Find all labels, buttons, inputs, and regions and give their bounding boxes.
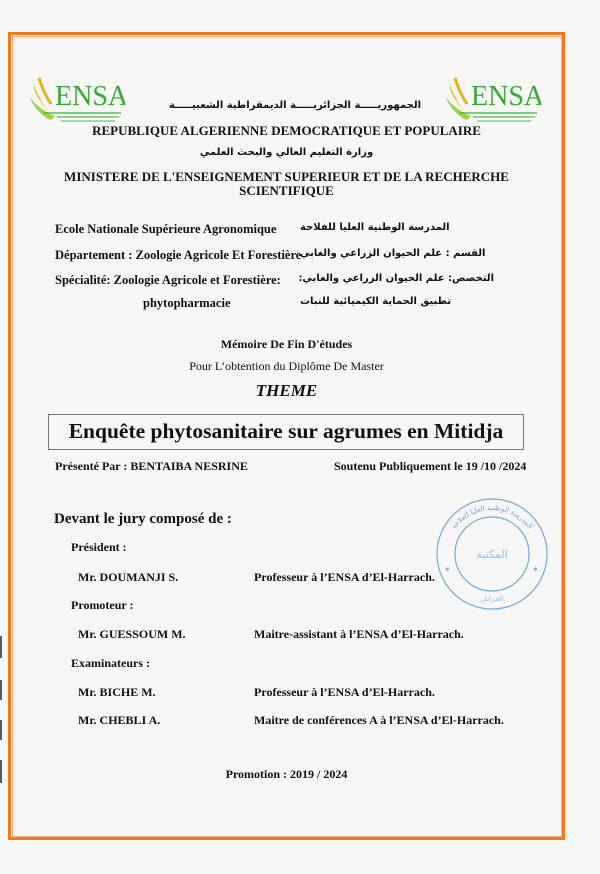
jury-member-title: Professeur à l’ENSA d’El-Harrach. [254,570,435,584]
republic-french: REPUBLIQUE ALGERIENNE DEMOCRATIQUE ET POPULAIRE [92,123,481,138]
jury-member-title: Maitre-assistant à l’ENSA d’El-Harrach. [254,627,464,641]
school-arabic: المدرسة الوطنية العليا للفلاحة [300,222,450,233]
svg-text:المكتبة: المكتبة [476,548,508,561]
thesis-title: Enquête phytosanitaire sur agrumes en Mitidja [48,414,524,450]
svg-text:المدرسة الوطنية العليا للفلاحة: المدرسة الوطنية العليا للفلاحة [449,503,535,531]
scan-artifact [0,680,2,700]
theme-label: THEME [255,381,318,400]
jury-member-name: Mr. GUESSOUM M. [78,627,186,641]
svg-text:الحراش: الحراش [480,595,504,603]
jury-member-title: Maitre de conférences A à l’ENSA d’El-Harrach. [254,713,504,727]
scan-artifact [0,636,2,658]
jury-member-title: Professeur à l’ENSA d’El-Harrach. [254,685,435,699]
school-french: Ecole Nationale Supérieure Agronomique [55,222,277,236]
defense-date: Soutenu Publiquement le 19 /10 /2024 [334,459,527,473]
thesis-purpose: Pour L’obtention du Diplôme De Master [189,359,384,373]
jury-member-name: Mr. CHEBLI A. [78,713,161,727]
promotion: Promotion : 2019 / 2024 [225,767,348,781]
specialty-arabic-line1: التخصص: علم الحيوان الزراعي والغابي: [298,273,494,284]
specialty-arabic-line2: تطبيق الحماية الكيميائية للنبات [300,296,452,307]
republic-arabic: الجمهوريـــــة الجزائريـــــة الديمقراطية الشعبيـــــة [168,100,422,111]
ensa-logo-left [25,74,125,126]
jury-role-president: Président : [71,540,127,554]
jury-heading: Devant le jury composé de : [54,511,232,527]
jury-member-name: Mr. BICHE M. [78,685,156,699]
svg-text:ENSA: ENSA [55,81,125,112]
jury-member-name: Mr. DOUMANJI S. [78,570,179,584]
ministry-french-line1: MINISTERE DE L'ENSEIGNEMENT SUPERIEUR ET DE LA RECHERCHE [64,169,509,184]
presented-by: Présenté Par : BENTAIBA NESRINE [55,459,248,473]
specialty-french-line1: Spécialité: Zoologie Agricole et Forestière: [55,273,281,287]
jury-role-promoter: Promoteur : [71,598,134,612]
department-arabic: القسم : علم الحيوان الزراعي والغابي [300,248,486,259]
library-stamp [434,496,550,612]
scan-artifact [0,720,2,740]
specialty-french-line2: phytopharmacie [143,296,231,310]
ministry-french-line2: SCIENTIFIQUE [239,183,334,198]
svg-text:✶: ✶ [444,565,451,574]
ensa-logo-right [441,74,541,126]
department-french: Département : Zoologie Agricole Et Forestière [55,248,302,262]
ministry-arabic: وزارة التعليم العالي والبحث العلمي [199,147,374,158]
svg-text:ENSA: ENSA [471,81,541,112]
jury-role-examiners: Examinateurs : [71,656,150,670]
thesis-type: Mémoire De Fin D'études [220,337,353,351]
svg-text:✶: ✶ [532,565,539,574]
